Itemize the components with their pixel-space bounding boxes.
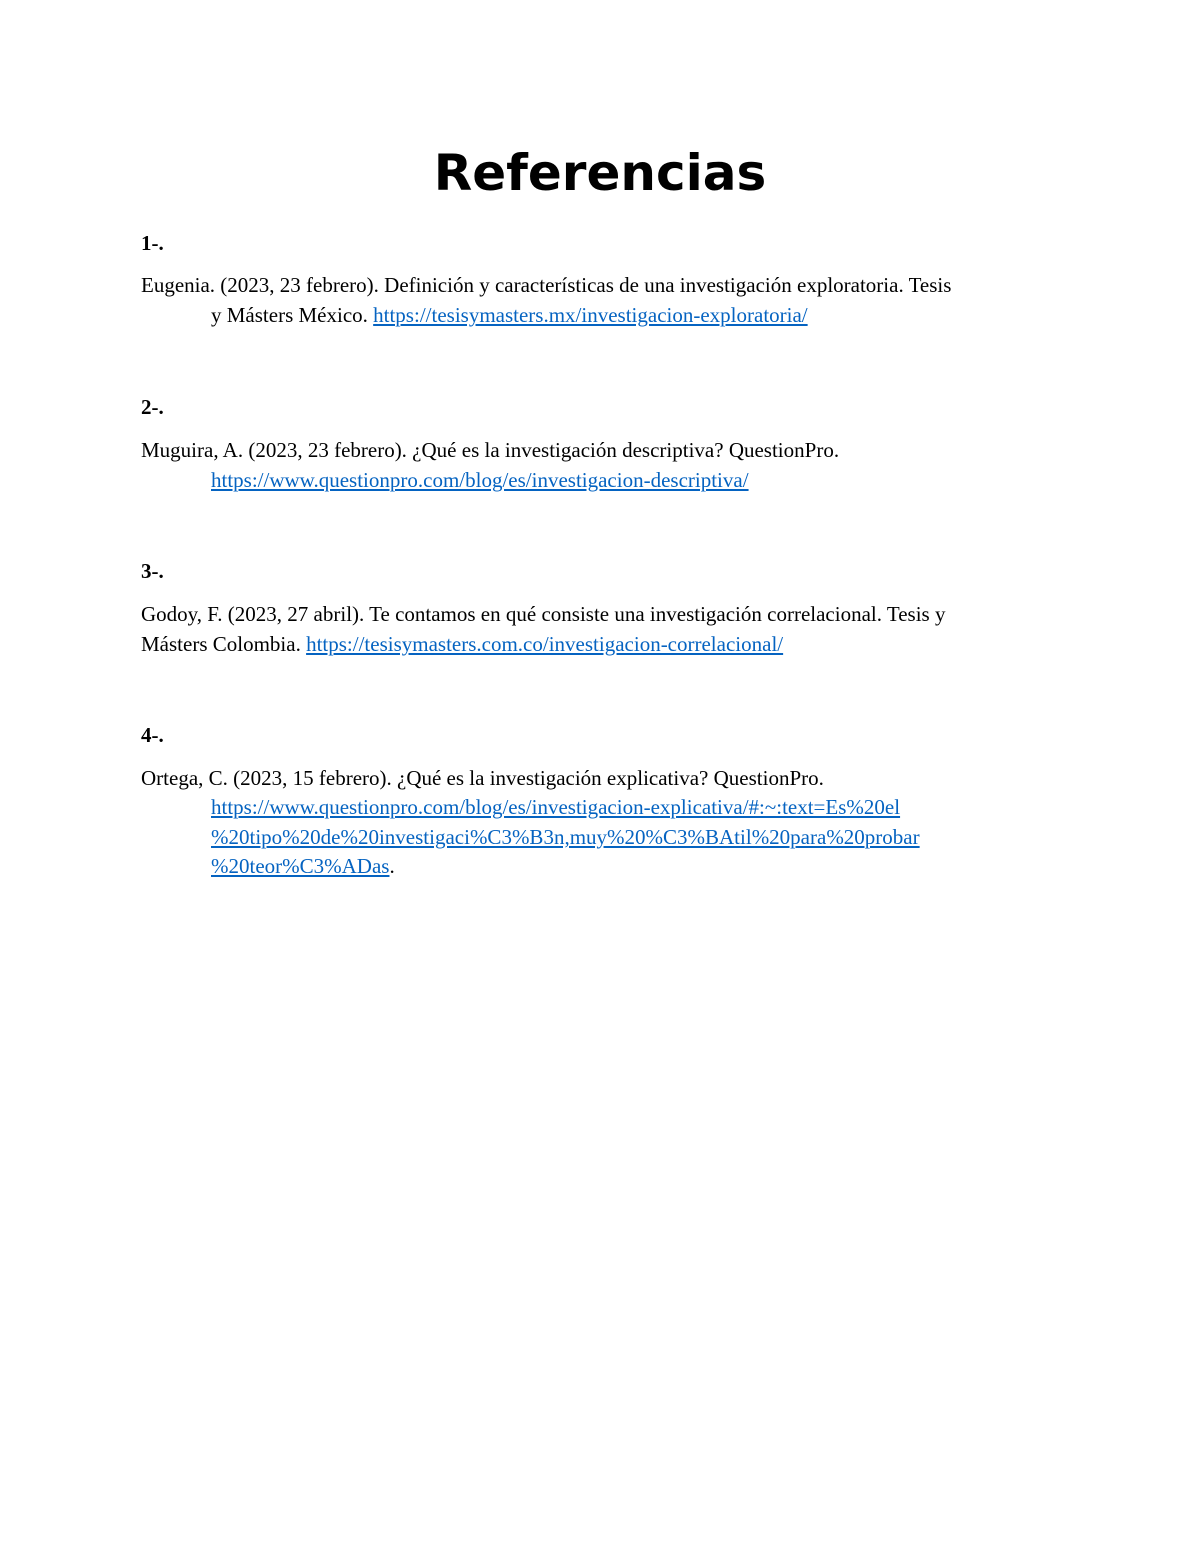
reference-4-link-line3 — [211, 851, 395, 881]
reference-2-line2 — [211, 465, 749, 495]
reference-3-link[interactable]: https://tesisymasters.com.co/investigacion-correlacional/ — [306, 632, 784, 656]
reference-number-3: 3-. — [141, 559, 164, 583]
reference-1-text-cont: y Másters México. — [211, 303, 374, 327]
reference-4-link-line1 — [211, 792, 900, 822]
reference-3-line2 — [141, 629, 783, 659]
reference-number-1: 1-. — [141, 231, 164, 255]
page-title: Referencias — [433, 144, 767, 202]
reference-number-2: 2-. — [141, 395, 164, 419]
reference-number-4: 4-. — [141, 723, 164, 747]
reference-2-text: Muguira, A. (2023, 23 febrero). ¿Qué es la investigación descriptiva? QuestionPro. — [141, 438, 840, 462]
reference-4-trailing-period: . — [389, 854, 395, 878]
reference-3-text: Godoy, F. (2023, 27 abril). Te contamos en qué consiste una investigación correlacional. Tesis y — [141, 602, 946, 626]
reference-1-text: Eugenia. (2023, 23 febrero). Definición y características de una investigación exploratoria. Tesis — [141, 273, 952, 297]
reference-4-link-part2[interactable]: %20tipo%20de%20investigaci%C3%B3n,muy%20%C3%BAtil%20para%20probar — [211, 825, 920, 849]
reference-3-text-cont: Másters Colombia. — [141, 632, 307, 656]
reference-4-text: Ortega, C. (2023, 15 febrero). ¿Qué es la investigación explicativa? QuestionPro. — [141, 766, 824, 790]
reference-2-link[interactable]: https://www.questionpro.com/blog/es/investigacion-descriptiva/ — [211, 468, 749, 492]
reference-1-line2 — [211, 300, 808, 330]
reference-4-link-line2 — [211, 822, 920, 852]
reference-1-link[interactable]: https://tesisymasters.mx/investigacion-exploratoria/ — [373, 303, 808, 327]
reference-4-link-part3[interactable]: %20teor%C3%ADas — [211, 854, 390, 878]
reference-4-link-part1[interactable]: https://www.questionpro.com/blog/es/investigacion-explicativa/#:~:text=Es%20el — [211, 795, 901, 819]
